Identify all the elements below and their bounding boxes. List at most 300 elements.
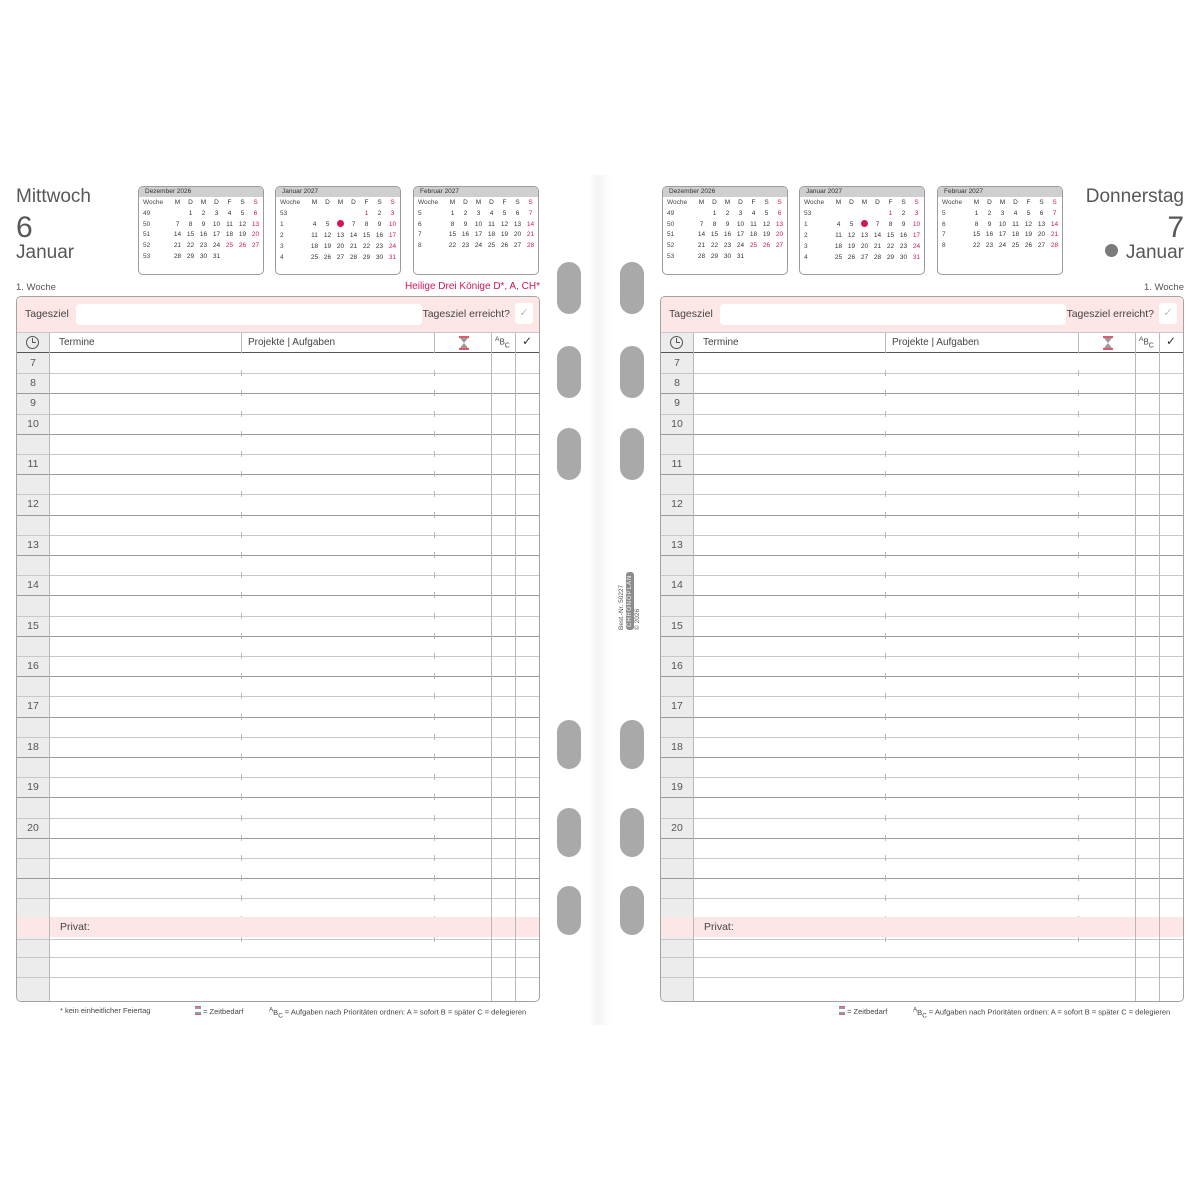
mini-calendar-day xyxy=(695,209,708,220)
column-divider xyxy=(1078,333,1079,353)
mini-calendar-header: D xyxy=(214,199,219,206)
mini-calendar-day: 22 xyxy=(362,243,371,251)
footer-time-need-text: = Zeitbedarf xyxy=(847,1007,888,1016)
mini-calendar-day: 27 xyxy=(775,242,784,250)
week-label: 1. Woche xyxy=(16,282,56,293)
column-tick xyxy=(434,613,435,619)
mini-calendar-day: 29 xyxy=(710,252,719,260)
footer-time-need xyxy=(195,1006,243,1016)
mini-calendar-day: 3 xyxy=(214,209,219,217)
column-divider xyxy=(491,333,492,1002)
hour-label: 19 xyxy=(27,781,39,794)
column-tick xyxy=(1078,855,1079,861)
mini-calendar-day: 23 xyxy=(461,242,470,250)
mini-calendar-day: 16 xyxy=(199,231,208,239)
column-tick xyxy=(885,572,886,578)
mini-calendar-day: 22 xyxy=(186,242,195,250)
done-check-icon: ✓ xyxy=(1166,334,1177,348)
mini-calendar-day xyxy=(249,252,262,263)
goal-reached-checkbox[interactable]: ✓ xyxy=(1159,303,1177,324)
schedule-grid xyxy=(661,333,1183,1002)
mini-calendar-day: 51 xyxy=(143,231,151,239)
mini-calendar-day: 10 xyxy=(736,220,745,228)
day-name: Mittwoch xyxy=(16,186,91,207)
mini-calendar-day: 9 xyxy=(987,220,992,228)
row-line xyxy=(17,696,539,697)
mini-calendar-day: 25 xyxy=(487,242,496,250)
row-line xyxy=(17,977,539,978)
privat-band xyxy=(661,917,1183,937)
mini-calendar-day: 5 xyxy=(418,209,422,217)
goal-reached-checkbox[interactable]: ✓ xyxy=(515,303,533,324)
mini-calendar-day: 23 xyxy=(375,243,384,251)
binder-hole xyxy=(557,262,581,314)
mini-calendar-header: M xyxy=(174,199,181,206)
mini-calendar-day: 24 xyxy=(474,242,483,250)
mini-calendar-day: 4 xyxy=(751,209,756,217)
binder-hole xyxy=(557,720,581,769)
hourglass-icon xyxy=(839,1006,845,1015)
mini-calendar-header: M xyxy=(200,199,207,206)
mini-calendar-day: 13 xyxy=(775,220,784,228)
column-tick xyxy=(1078,835,1079,841)
done-check-icon: ✓ xyxy=(522,334,533,348)
hour-label: 18 xyxy=(27,740,39,753)
mini-calendar xyxy=(138,186,264,275)
mini-calendar-day: 4 xyxy=(836,221,841,229)
column-tick xyxy=(434,855,435,861)
mini-calendar-day: 8 xyxy=(188,220,193,228)
row-line xyxy=(17,737,539,738)
column-tick xyxy=(434,653,435,659)
mini-calendar-day: 24 xyxy=(212,242,221,250)
column-tick xyxy=(1078,653,1079,659)
mini-calendar-day: 26 xyxy=(323,253,332,261)
privat-band xyxy=(17,917,539,937)
mini-calendar-day: 18 xyxy=(749,231,758,239)
mini-calendar-day: 6 xyxy=(1039,209,1044,217)
mini-calendar-day xyxy=(747,252,760,263)
column-tick xyxy=(241,875,242,881)
mini-calendar-day: 6 xyxy=(418,220,422,228)
column-tick xyxy=(1078,411,1079,417)
column-tick xyxy=(1078,471,1079,477)
row-line xyxy=(661,777,1183,778)
column-tick xyxy=(885,794,886,800)
column-tick xyxy=(885,835,886,841)
hour-label: 16 xyxy=(671,660,683,672)
page-left xyxy=(16,180,540,1019)
column-tick xyxy=(434,693,435,699)
column-tick xyxy=(241,572,242,578)
mini-calendar xyxy=(413,186,539,275)
mini-calendar-day: 1 xyxy=(450,209,455,217)
column-tick xyxy=(241,451,242,457)
mini-calendar-day: 14 xyxy=(349,232,358,240)
footer-priorities xyxy=(269,1006,526,1019)
row-line xyxy=(661,858,1183,859)
column-tick xyxy=(885,633,886,639)
mini-calendar-day: 49 xyxy=(667,209,675,217)
mini-calendar-day xyxy=(858,209,871,220)
goal-label: Tagesziel xyxy=(25,308,69,320)
mini-calendar-day: 29 xyxy=(186,252,195,260)
hour-label: 10 xyxy=(671,417,683,430)
clock-icon xyxy=(26,336,39,349)
column-tick xyxy=(241,774,242,780)
row-line xyxy=(17,393,539,394)
column-tick xyxy=(885,693,886,699)
hour-label: 12 xyxy=(671,498,683,511)
hour-label: 13 xyxy=(671,538,683,551)
column-tick xyxy=(434,552,435,558)
moon-phase-icon xyxy=(1105,244,1118,257)
column-tick xyxy=(434,895,435,901)
column-tick xyxy=(885,653,886,659)
mini-calendar-day: 8 xyxy=(450,220,455,228)
mini-calendar-day: 8 xyxy=(712,220,717,228)
mini-calendar-header: S xyxy=(777,199,782,206)
mini-calendar-day xyxy=(308,209,321,220)
mini-calendar-day: 9 xyxy=(377,221,382,229)
row-line xyxy=(661,616,1183,617)
clock-icon xyxy=(670,336,683,349)
mini-calendar-day: 28 xyxy=(173,252,182,260)
mini-calendar-header: D xyxy=(489,199,494,206)
goal-input[interactable] xyxy=(76,304,422,325)
column-tick xyxy=(1078,673,1079,679)
mini-calendar-day: 30 xyxy=(375,253,384,261)
row-line xyxy=(17,454,539,455)
mini-calendar-day: 1 xyxy=(712,209,717,217)
column-tick xyxy=(1078,754,1079,760)
mini-calendar-header: Woche xyxy=(418,199,439,206)
column-divider xyxy=(693,333,694,1002)
column-tick xyxy=(241,895,242,901)
row-line xyxy=(17,595,539,596)
goal-input[interactable] xyxy=(720,304,1066,325)
abc-priority-icon: $^AB_C$ xyxy=(495,336,510,350)
mini-calendar-header: D xyxy=(849,199,854,206)
hour-label: 10 xyxy=(27,417,39,430)
mini-calendar-day: 25 xyxy=(749,242,758,250)
column-tick xyxy=(241,390,242,396)
column-tick xyxy=(1078,512,1079,518)
mini-calendar-day: 25 xyxy=(834,253,843,261)
mini-calendar-day: 7 xyxy=(1052,209,1057,217)
column-tick xyxy=(241,491,242,497)
mini-calendar-day: 17 xyxy=(912,232,921,240)
column-tick xyxy=(241,532,242,538)
mini-calendar-day: 1 xyxy=(974,209,979,217)
mini-calendar-day: 9 xyxy=(901,221,906,229)
mini-calendar-day: 29 xyxy=(362,253,371,261)
row-line xyxy=(661,838,1183,839)
mini-calendar-day: 21 xyxy=(697,242,706,250)
mini-calendar-day: 31 xyxy=(388,253,397,261)
column-tick xyxy=(885,491,886,497)
row-line xyxy=(661,494,1183,495)
column-tick xyxy=(241,411,242,417)
mini-calendar-day: 21 xyxy=(526,231,535,239)
row-line xyxy=(17,878,539,879)
mini-calendar-day: 53 xyxy=(143,252,151,260)
mini-calendar-day: 30 xyxy=(199,252,208,260)
binder-hole xyxy=(620,886,644,935)
mini-calendar-header: D xyxy=(351,199,356,206)
row-line xyxy=(17,898,539,899)
mini-calendar-day: 16 xyxy=(723,231,732,239)
column-tick xyxy=(434,734,435,740)
mini-calendar-header: S xyxy=(901,199,906,206)
mini-calendar-day: 14 xyxy=(173,231,182,239)
mini-calendar-day: 8 xyxy=(942,242,946,250)
mini-calendar-header: S xyxy=(914,199,919,206)
goal-bar xyxy=(17,297,539,333)
column-tick xyxy=(434,673,435,679)
mini-calendar-day: 6 xyxy=(942,220,946,228)
row-line xyxy=(661,414,1183,415)
mini-calendar-day: 29 xyxy=(886,253,895,261)
column-tick xyxy=(885,875,886,881)
mini-calendar-day: 13 xyxy=(513,220,522,228)
hour-label: 7 xyxy=(30,357,36,369)
mini-calendar-day xyxy=(236,252,249,263)
row-line xyxy=(17,575,539,576)
mini-calendar-day: 28 xyxy=(697,252,706,260)
mini-calendar-day: 27 xyxy=(336,253,345,261)
mini-calendar-day: 28 xyxy=(1050,242,1059,250)
mini-calendar-day: 1 xyxy=(888,209,893,217)
mini-calendar-day: 5 xyxy=(849,221,854,229)
mini-calendar-day: 25 xyxy=(225,242,234,250)
row-line xyxy=(661,878,1183,879)
hour-label: 20 xyxy=(27,821,39,834)
mini-calendar-day: 27 xyxy=(251,242,260,250)
column-tick xyxy=(434,471,435,477)
row-line xyxy=(17,474,539,475)
row-line xyxy=(661,717,1183,718)
abc-icon: $^AB_C$ xyxy=(269,1006,283,1019)
mini-calendar-day: 23 xyxy=(199,242,208,250)
row-line xyxy=(17,818,539,819)
hour-label: 18 xyxy=(671,740,683,753)
day-planner xyxy=(16,296,540,1002)
row-line xyxy=(17,717,539,718)
mini-calendar-header: F xyxy=(227,199,232,206)
projekte-header: Projekte | Aufgaben xyxy=(892,337,980,348)
column-tick xyxy=(241,693,242,699)
row-line xyxy=(661,474,1183,475)
goal-bar xyxy=(661,297,1183,333)
row-line xyxy=(17,515,539,516)
hour-label: 7 xyxy=(674,357,680,369)
column-tick xyxy=(885,714,886,720)
mini-calendar-header: S xyxy=(377,199,382,206)
privat-label: Privat: xyxy=(704,921,734,933)
column-tick xyxy=(885,512,886,518)
mini-calendar-day: 53 xyxy=(667,252,675,260)
mini-calendar-day: 11 xyxy=(311,232,318,240)
mini-calendar-day: 9 xyxy=(725,220,730,228)
today-marker-icon xyxy=(861,220,868,227)
column-divider xyxy=(1135,333,1136,1002)
mini-calendar-header: D xyxy=(1013,199,1018,206)
mini-calendar-day: 10 xyxy=(474,220,483,228)
row-line xyxy=(661,595,1183,596)
column-tick xyxy=(434,491,435,497)
column-tick xyxy=(434,390,435,396)
mini-calendar-header: S xyxy=(253,199,258,206)
mini-calendar-day xyxy=(321,209,334,220)
mini-calendar-day: 15 xyxy=(710,231,719,239)
column-tick xyxy=(241,673,242,679)
mini-calendar-header: M xyxy=(475,199,482,206)
row-line xyxy=(661,535,1183,536)
day-number: 7 xyxy=(1167,211,1184,244)
mini-calendar-day: 52 xyxy=(667,242,675,250)
mini-calendar-day xyxy=(773,252,786,263)
mini-calendar-day: 12 xyxy=(323,232,332,240)
column-tick xyxy=(241,370,242,376)
mini-calendar-header: D xyxy=(188,199,193,206)
month-name xyxy=(1105,242,1184,264)
mini-calendar-day: 4 xyxy=(1013,209,1018,217)
order-number: Best.-Nr. 50227 xyxy=(618,584,625,630)
mini-calendar-day: 19 xyxy=(323,243,332,251)
mini-calendar-day: 15 xyxy=(362,232,371,240)
mini-calendar-day: 7 xyxy=(175,220,180,228)
mini-calendar-header: S xyxy=(1039,199,1044,206)
imprint xyxy=(593,560,653,640)
mini-calendar-day: 1 xyxy=(364,209,369,217)
mini-calendar-day: 10 xyxy=(998,220,1007,228)
mini-calendar-day: 4 xyxy=(489,209,494,217)
mini-calendar-title: Februar 2027 xyxy=(414,187,538,197)
mini-calendar-day: 2 xyxy=(804,232,808,240)
column-tick xyxy=(434,633,435,639)
column-tick xyxy=(434,794,435,800)
row-line xyxy=(661,454,1183,455)
mini-calendar-title: Januar 2027 xyxy=(276,187,400,197)
column-tick xyxy=(241,431,242,437)
column-tick xyxy=(1078,693,1079,699)
mini-calendar-day: 19 xyxy=(238,231,247,239)
mini-calendar-day: 15 xyxy=(972,231,981,239)
row-line xyxy=(661,575,1183,576)
mini-calendar-day: 6 xyxy=(777,209,782,217)
row-line xyxy=(661,515,1183,516)
hour-label: 16 xyxy=(27,660,39,672)
mini-calendar-day: 13 xyxy=(251,220,260,228)
mini-calendar-header: D xyxy=(712,199,717,206)
mini-calendar-day: 27 xyxy=(513,242,522,250)
column-tick xyxy=(1078,390,1079,396)
hour-label: 15 xyxy=(27,619,39,632)
column-tick xyxy=(241,835,242,841)
row-line xyxy=(661,757,1183,758)
mini-calendar-day: 3 xyxy=(476,209,481,217)
mini-calendar xyxy=(799,186,925,275)
mini-calendar-day xyxy=(845,209,858,220)
mini-calendar-day: 18 xyxy=(1011,231,1020,239)
binder-hole xyxy=(620,262,644,314)
hour-label: 8 xyxy=(674,377,680,390)
row-line xyxy=(661,939,1183,940)
column-tick xyxy=(1078,613,1079,619)
mini-calendar-day: 20 xyxy=(336,243,345,251)
column-tick xyxy=(885,532,886,538)
mini-calendar-day: 2 xyxy=(377,209,382,217)
mini-calendar-day xyxy=(347,209,360,220)
column-tick xyxy=(1078,451,1079,457)
column-divider xyxy=(241,333,242,353)
row-line xyxy=(661,434,1183,435)
row-line xyxy=(661,737,1183,738)
column-tick xyxy=(434,532,435,538)
mini-calendar-day: 2 xyxy=(201,209,206,217)
mini-calendar-header: M xyxy=(337,199,344,206)
mini-calendar-day: 19 xyxy=(500,231,509,239)
row-line xyxy=(17,797,539,798)
mini-calendar-header: Woche xyxy=(280,199,301,206)
column-tick xyxy=(434,754,435,760)
mini-calendar-day: 28 xyxy=(349,253,358,261)
column-tick xyxy=(885,592,886,598)
hourglass-icon xyxy=(459,336,469,350)
mini-calendar-day: 11 xyxy=(1012,220,1019,228)
mini-calendar-day xyxy=(334,220,347,232)
mini-calendar-day: 26 xyxy=(500,242,509,250)
mini-calendar-day: 26 xyxy=(847,253,856,261)
row-line xyxy=(661,373,1183,374)
mini-calendar-day: 20 xyxy=(251,231,260,239)
mini-calendar-day: 4 xyxy=(804,253,808,261)
column-tick xyxy=(434,431,435,437)
mini-calendar-header: M xyxy=(973,199,980,206)
mini-calendar-day: 24 xyxy=(998,242,1007,250)
column-tick xyxy=(1078,431,1079,437)
mini-calendar-day: 13 xyxy=(1037,220,1046,228)
column-tick xyxy=(434,714,435,720)
mini-calendar-day: 22 xyxy=(448,242,457,250)
column-tick xyxy=(885,411,886,417)
mini-calendar-header: Woche xyxy=(143,199,164,206)
column-divider xyxy=(1159,333,1160,1002)
mini-calendar-day: 25 xyxy=(310,253,319,261)
mini-calendar-day: 21 xyxy=(1050,231,1059,239)
column-tick xyxy=(434,875,435,881)
mini-calendar-day: 5 xyxy=(942,209,946,217)
mini-calendar-day: 8 xyxy=(418,242,422,250)
footer-time-need-text: = Zeitbedarf xyxy=(203,1007,244,1016)
mini-calendar xyxy=(662,186,788,275)
mini-calendar-day: 14 xyxy=(1050,220,1059,228)
column-tick xyxy=(434,592,435,598)
termine-header: Termine xyxy=(59,337,95,348)
binder-hole xyxy=(557,886,581,935)
mini-calendar-day: 25 xyxy=(1011,242,1020,250)
mini-calendar-day: 26 xyxy=(238,242,247,250)
column-tick xyxy=(241,714,242,720)
mini-calendar-title: Dezember 2026 xyxy=(139,187,263,197)
mini-calendar-header: M xyxy=(999,199,1006,206)
column-tick xyxy=(1078,734,1079,740)
mini-calendar-day: 49 xyxy=(143,209,151,217)
hour-label: 11 xyxy=(671,458,683,470)
column-tick xyxy=(1078,370,1079,376)
row-line xyxy=(17,414,539,415)
